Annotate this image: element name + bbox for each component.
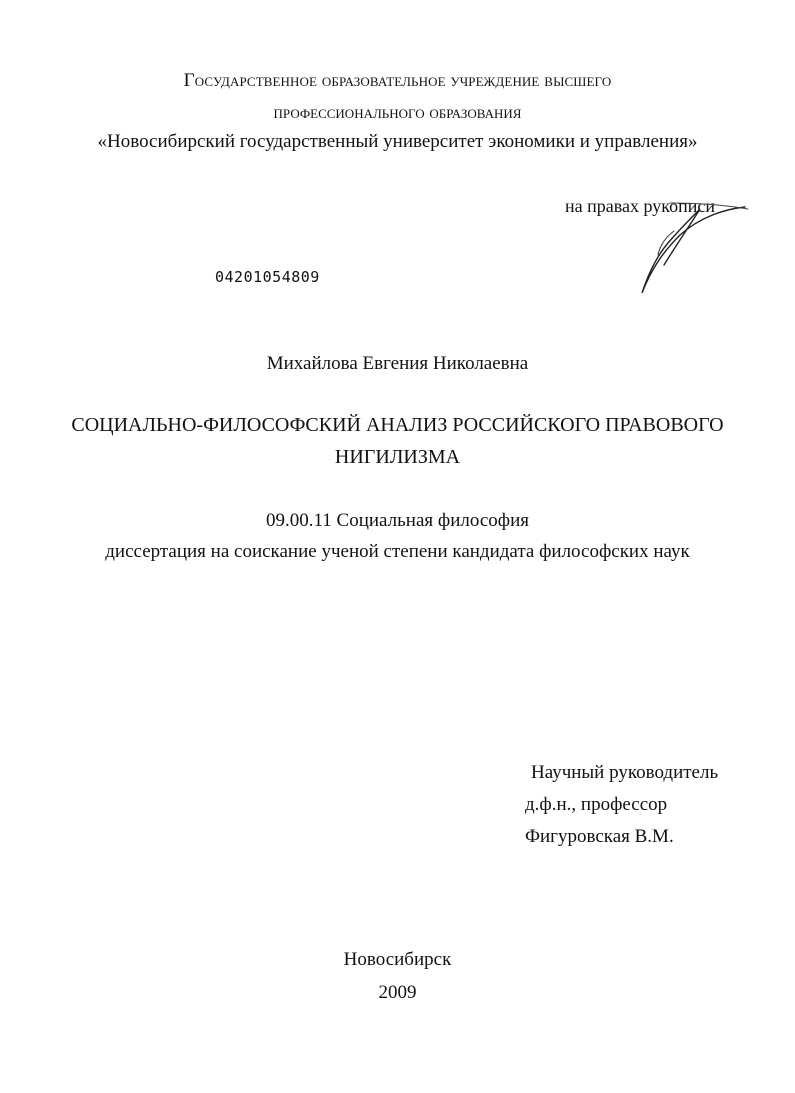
institution-name: «Новосибирский государственный университет экономики и управления»	[97, 131, 698, 152]
supervisor-rank: д.ф.н., профессор	[525, 794, 668, 815]
dissertation-title-line-2: НИГИЛИЗМА	[334, 446, 461, 468]
author-name: Михайлова Евгения Николаевна	[266, 353, 529, 374]
manuscript-note: на правах рукописи	[565, 196, 715, 216]
signature-icon	[630, 195, 750, 300]
institution-line-2: профессионального образования	[273, 102, 522, 123]
specialty-code: 09.00.11 Социальная философия	[266, 510, 529, 531]
dissertation-title-line-1: СОЦИАЛЬНО-ФИЛОСОФСКИЙ АНАЛИЗ РОССИЙСКОГО ПРАВОВОГО	[71, 414, 724, 436]
supervisor-role: Научный руководитель	[531, 762, 719, 783]
institution-line-1: Государственное образовательное учреждение высшего	[183, 70, 612, 91]
city: Новосибирск	[343, 949, 452, 970]
degree-statement: диссертация на соискание ученой степени кандидата философских наук	[105, 541, 690, 562]
catalog-number: 04201054809	[215, 268, 320, 286]
supervisor-name: Фигуровская В.М.	[525, 826, 674, 847]
year: 2009	[378, 982, 417, 1003]
